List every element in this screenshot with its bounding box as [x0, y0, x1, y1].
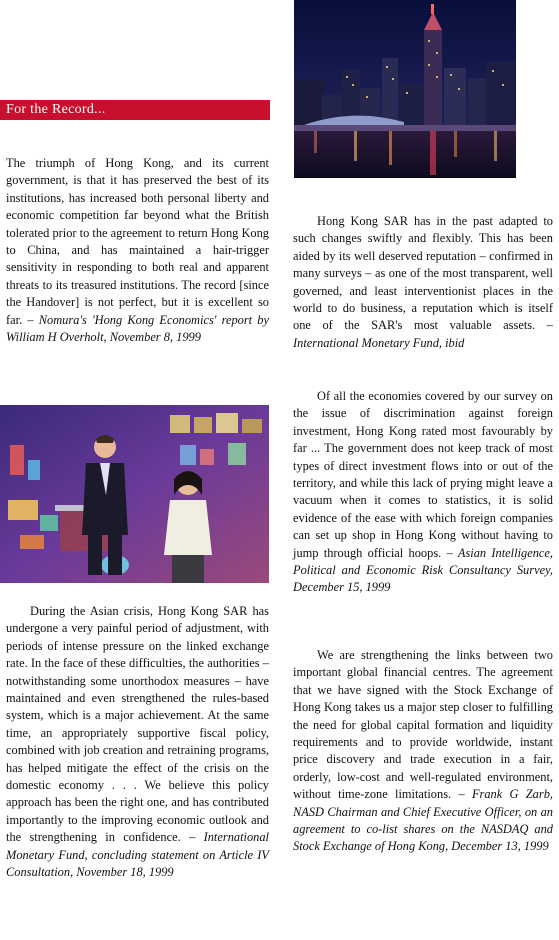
quote-source: – International Monetary Fund, concluding statement on Article IV Consultation, November 18, 1999 [6, 830, 269, 880]
quote-source: – Frank G Zarb, NASD Chairman and Chief Executive Officer, on an agreement to co-list shares on the NASDAQ and Stock Exchange of Hong Kong, December 13, 1999 [293, 787, 553, 854]
quote-text: During the Asian crisis, Hong Kong SAR has undergone a very painful period of adjustment, with periods of intense pressure on the linked exchange rate. In the face of these difficulties, the authorities – notwithstanding some unorthodox measures – have maintained and even strengthened the rules-based system, which is a major achievement. At the same time, an appropriately supportive fiscal policy, combined with job creation and retraining programs, has helped mitigate the effect of the crisis on the domestic economy . . . We believe this policy approach has been the right one, and has contributed importantly to the improving economic outlook and the strengthening in confidence. [6, 604, 269, 845]
quote-text: We are strengthening the links between two important global financial centres. The agreement that we have signed with the Stock Exchange of Hong Kong takes us a major step closer to fulfilling the need for global capital formation and liquidity requirements and to provide worldwide, instant price discovery and trade execution in a fair, orderly, low-cost and well-regulated environment, without time-zone limitations. [293, 648, 553, 802]
quote-source: – Asian Intelligence, Political and Economic Risk Consultancy Survey, December 15, 1999 [293, 545, 553, 595]
quote-text: Hong Kong SAR has in the past adapted to such changes swiftly and flexibly. This has been aided by its well deserved reputation – confirmed in many surveys – as one of the most transparent, well governed, and least interventionist places in the world to do business, a reputation which is itself one of the SAR's most valuable assets. [293, 214, 553, 333]
quote-text: The triumph of Hong Kong, and its current government, is that it has preserved the best of its institutions, has increased both personal liberty and economic competition far beyond what the British tolerated prior to the agreement to return Hong Kong to China, and has maintained a hair-trigger sensitivity in responding to both real and apparent threats to its treasured institutions. The record [since the Handover] is not perfect, but it is excellent so far. [6, 156, 269, 327]
quote-nomura [6, 155, 269, 346]
quote-imf-ibid [293, 213, 553, 352]
quote-imf-article-iv [6, 603, 269, 882]
store-visit-photo [0, 405, 269, 583]
quote-text: Of all the economies covered by our survey on the issue of discrimination against foreign investment, Hong Kong rated most favourably by far ... The government does not keep track of most types of direct investment flows into or out of the territory, and while this lack of prying might leave a vacuum when it comes to statistics, it is solid evidence of the ease with which foreign companies can set up shop in Hong Kong without having to jump through official hoops. [293, 389, 553, 560]
quote-source: – Nomura's 'Hong Kong Economics' report by William H Overholt, November 8, 1999 [6, 312, 269, 345]
hong-kong-skyline-photo [294, 0, 516, 178]
section-title: For the Record... [0, 100, 270, 120]
quote-nasd [293, 647, 553, 856]
quote-source: –International Monetary Fund, ibid [293, 318, 553, 350]
quote-perc-survey [293, 388, 553, 597]
